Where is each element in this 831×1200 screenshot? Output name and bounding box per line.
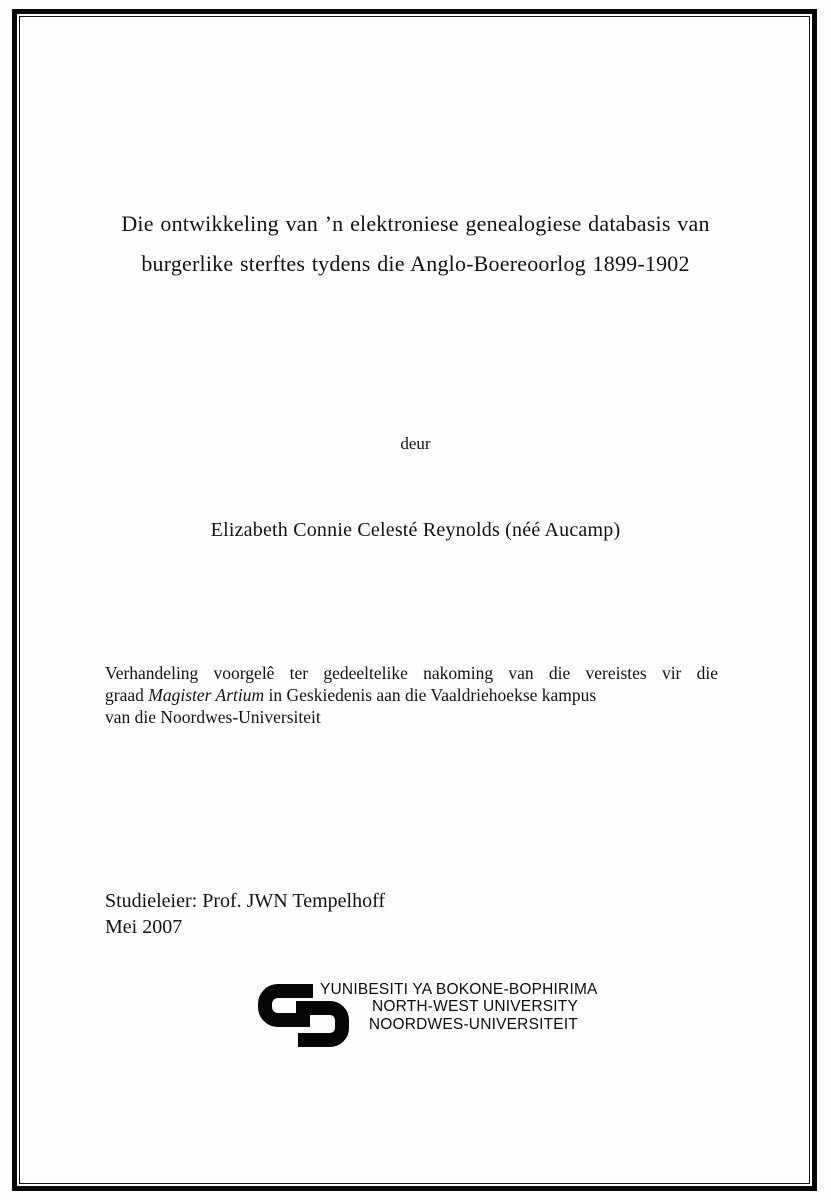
degree-statement-line-3: van die Noordwes-Universiteit — [105, 707, 321, 727]
byline: deur — [400, 434, 431, 453]
degree-statement-line-2 — [105, 684, 718, 706]
logo-text-afrikaans: NOORDWES-UNIVERSITEIT — [368, 1015, 578, 1033]
logo-text-english: NORTH-WEST UNIVERSITY — [371, 998, 578, 1016]
degree-statement-line-2-post: in Geskiedenis aan die Vaaldriehoekse kampus — [264, 685, 597, 705]
degree-statement-line-1: Verhandeling voorgelê ter gedeeltelike nakoming van die vereistes vir die — [105, 663, 718, 683]
supervisor-block — [105, 888, 385, 940]
degree-statement-line-2-pre: graad — [105, 685, 149, 705]
supervisor-line: Studieleier: Prof. JWN Tempelhoff — [105, 890, 386, 912]
author-name: Elizabeth Connie Celesté Reynolds (néé Aucamp) — [210, 519, 621, 541]
degree-statement — [105, 662, 718, 728]
thesis-title — [60, 204, 771, 284]
thesis-title-line-1: Die ontwikkeling van ’n elektroniese genealogiese databasis van — [121, 211, 710, 236]
degree-name: Magister Artium — [148, 685, 265, 705]
thesis-title-line-2: burgerlike sterftes tydens die Anglo-Boereoorlog 1899-1902 — [141, 251, 690, 276]
date-line: Mei 2007 — [105, 916, 183, 938]
logo-text-setswana: YUNIBESITI YA BOKONE-BOPHIRIMA — [320, 981, 598, 998]
university-logo-text — [320, 981, 598, 1033]
